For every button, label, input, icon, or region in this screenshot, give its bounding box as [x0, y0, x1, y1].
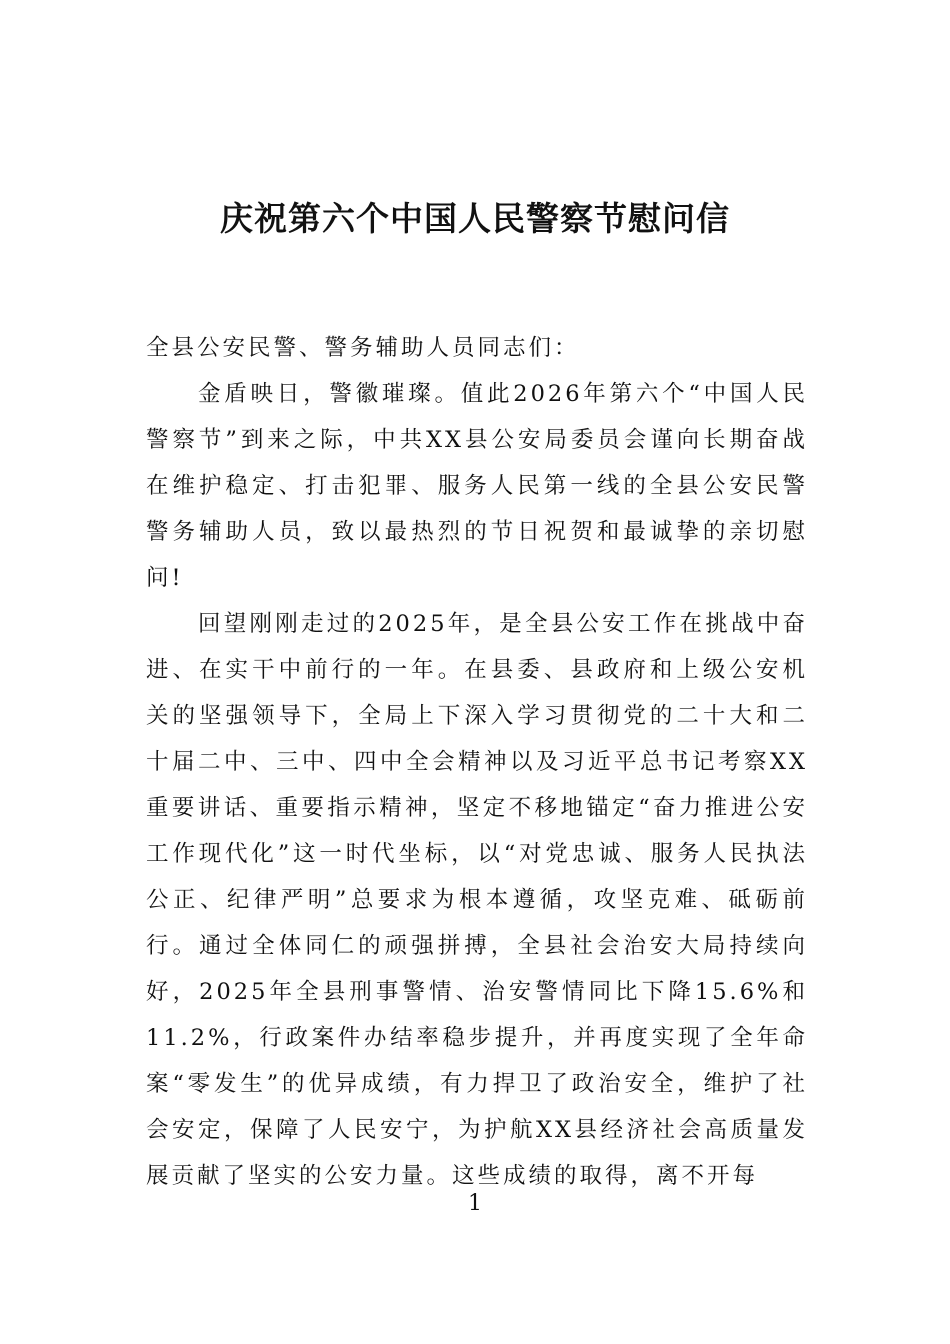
page-number: 1: [468, 1191, 482, 1216]
letter-body: [146, 325, 808, 1199]
document-title: 庆祝第六个中国人民警察节慰问信: [220, 199, 730, 238]
paragraph-review: 回望刚刚走过的2025年，是全县公安工作在挑战中奋进、在实干中前行的一年。在县委、县政府和上级公安机关的坚强领导下，全局上下深入学习贯彻党的二十大和二十届二中、三中、四中全会精神以及习近平总书记考察XX重要讲话、重要指示精神，坚定不移地锚定“奋力推进公安工作现代化”这一时代坐标，以“对党忠诚、服务人民执法公正、纪律严明”总要求为根本遵循，攻坚克难、砥砺前行。通过全体同仁的顽强拼搏，全县社会治安大局持续向好，2025年全县刑事警情、治安警情同比下降15.6%和11.2%，行政案件办结率稳步提升，并再度实现了全年命案“零发生”的优异成绩，有力捍卫了政治安全，维护了社会安定，保障了人民安宁，为护航XX县经济社会高质量发展贡献了坚实的公安力量。这些成绩的取得，离不开每: [146, 611, 808, 1189]
salutation: 全县公安民警、警务辅助人员同志们：: [146, 335, 580, 361]
paragraph-greeting: 金盾映日，警徽璀璨。值此2026年第六个“中国人民警察节”到来之际，中共XX县公安局委员会谨向长期奋战在维护稳定、打击犯罪、服务人民第一线的全县公安民警警务辅助人员，致以最热烈的节日祝贺和最诚挚的亲切慰问!: [146, 381, 808, 591]
